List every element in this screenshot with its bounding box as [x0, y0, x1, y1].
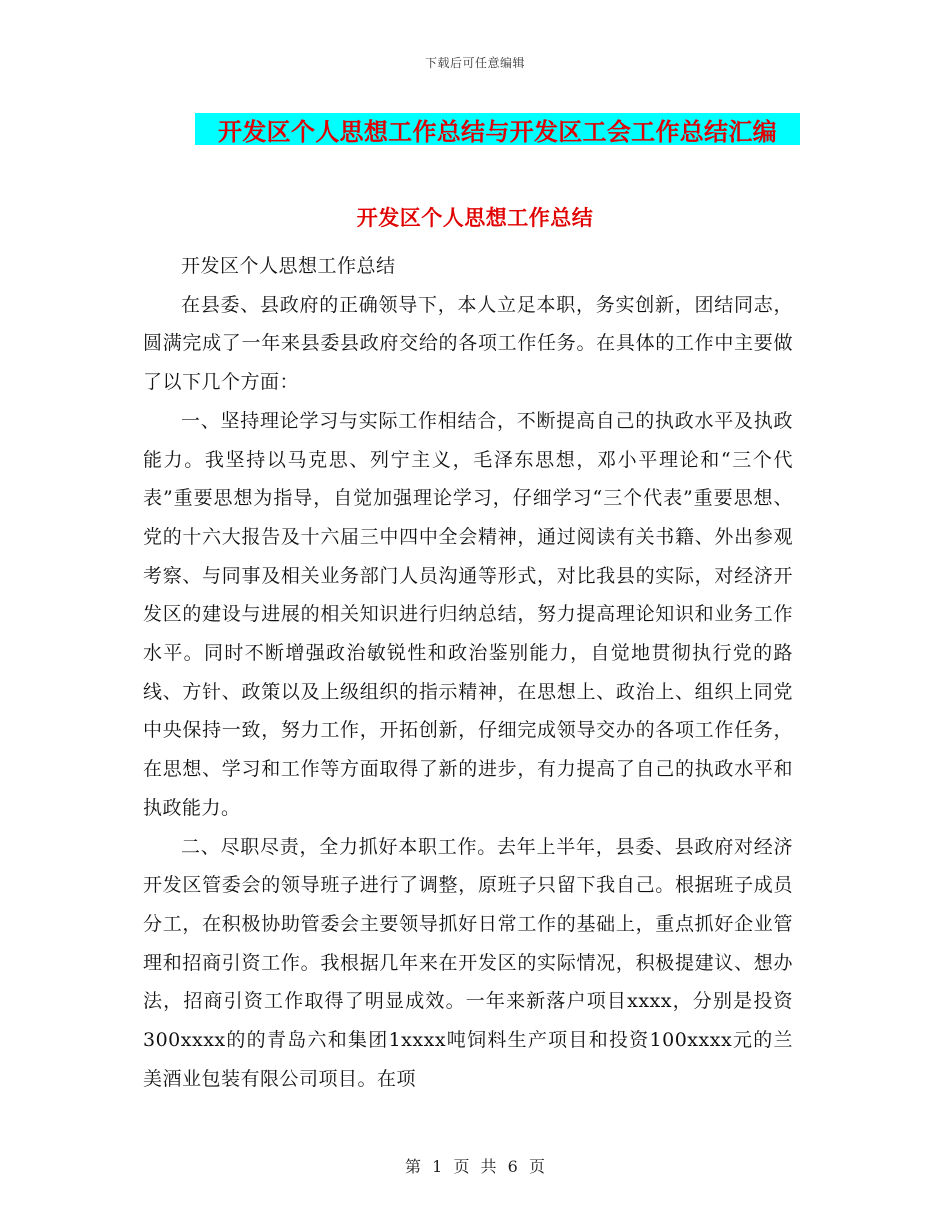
main-title-highlight: [195, 113, 800, 145]
page-label-suffix: 页: [528, 1157, 545, 1176]
page-total: 6: [507, 1157, 518, 1176]
main-title: 开发区个人思想工作总结与开发区工会工作总结汇编: [218, 117, 777, 146]
page-current: 1: [432, 1157, 443, 1176]
page-footer: [0, 1154, 950, 1177]
section-title: 开发区个人思想工作总结: [356, 206, 594, 230]
paragraph: 开发区个人思想工作总结: [181, 255, 396, 277]
page-label-prefix: 第: [405, 1157, 422, 1176]
header-note: 下载后可任意编辑: [424, 56, 525, 70]
page-total-prefix: 共: [480, 1157, 497, 1176]
paragraph: 一、坚持理论学习与实际工作相结合，不断提高自己的执政水平及执政能力。我坚持以马克思、列宁主义，毛泽东思想，邓小平理论和“三个代表”重要思想为指导，自觉加强理论学习，仔细学习“三个代表”重要思想、党的十六大报告及十六届三中四中全会精神，通过阅读有关书籍、外出参观考察、与同事及相关业务部门人员沟通等形式，对比我县的实际，对经济开发区的建设与进展的相关知识进行归纳总结，努力提高理论知识和业务工作水平。同时不断增强政治敏锐性和政治鉴别能力，自觉地贯彻执行党的路线、方针、政策以及上级组织的指示精神，在思想上、政治上、组织上同党中央保持一致，努力工作，开拓创新，仔细完成领导交办的各项工作任务，在思想、学习和工作等方面取得了新的进步，有力提高了自己的执政水平和执政能力。: [143, 409, 793, 819]
body-text: [143, 247, 793, 1098]
paragraph: 在县委、县政府的正确领导下，本人立足本职，务实创新，团结同志，圆满完成了一年来县委县政府交给的各项工作任务。在具体的工作中主要做了以下几个方面：: [143, 293, 793, 394]
page-label-mid: 页: [453, 1157, 470, 1176]
paragraph: 二、尽职尽责，全力抓好本职工作。去年上半年，县委、县政府对经济开发区管委会的领导班子进行了调整，原班子只留下我自己。根据班子成员分工，在积极协助管委会主要领导抓好日常工作的基础上，重点抓好企业管理和招商引资工作。我根据几年来在开发区的实际情况，积极提建议、想办法，招商引资工作取得了明显成效。一年来新落户项目xxxx，分别是投资300xxxx的的青岛六和集团1xxxx吨饲料生产项目和投资100xxxx元的兰美酒业包装有限公司项目。在项: [143, 835, 793, 1090]
